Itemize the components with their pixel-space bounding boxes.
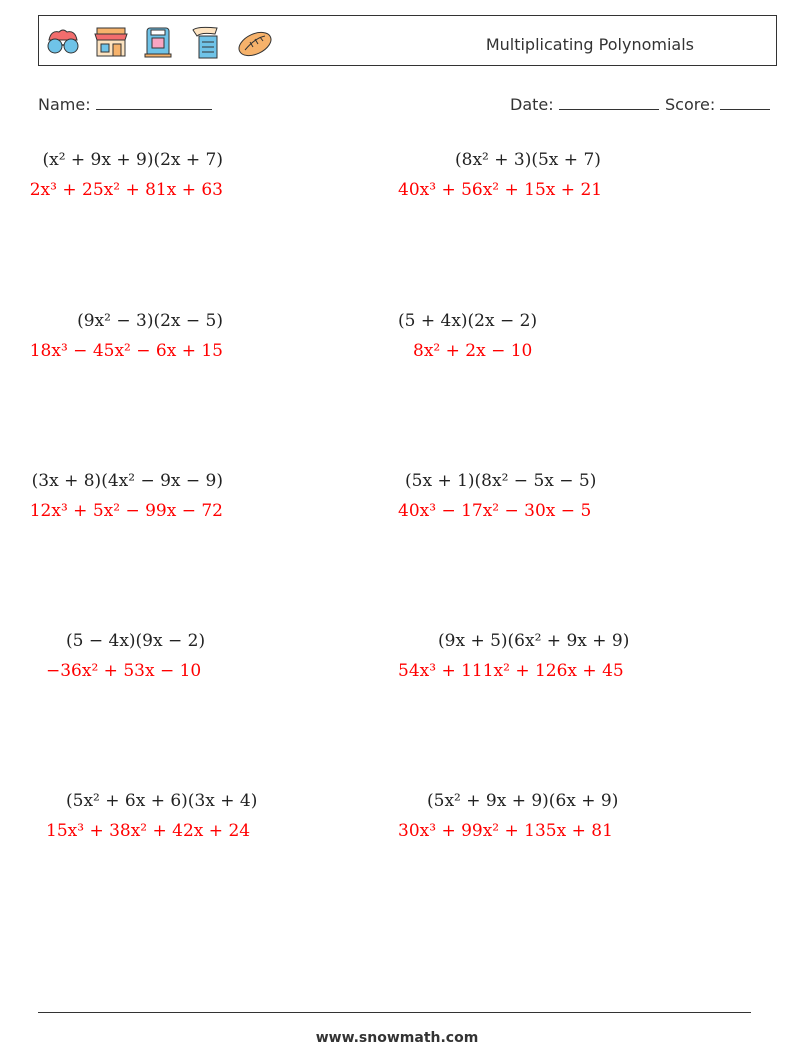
score-label: Score: <box>665 95 716 114</box>
problem-1-answer: 2x³ + 25x² + 81x + 63 <box>29 180 223 200</box>
problem-4-answer: 8x² + 2x − 10 <box>413 341 533 361</box>
problem-6-question: (5x + 1)(8x² − 5x − 5) <box>405 471 597 491</box>
problem-2-question: (8x² + 3)(5x + 7) <box>455 150 601 170</box>
blender-icon <box>139 24 179 60</box>
problem-3-question: (9x² − 3)(2x − 5) <box>77 311 223 331</box>
header-icons <box>43 24 275 60</box>
sunglasses-icon <box>43 24 83 60</box>
name-line[interactable] <box>96 93 212 110</box>
problem-2-answer: 40x³ + 56x² + 15x + 21 <box>398 180 603 200</box>
problem-3-answer: 18x³ − 45x² − 6x + 15 <box>29 341 223 361</box>
problem-10-question: (5x² + 9x + 9)(6x + 9) <box>427 791 619 811</box>
problem-10-answer: 30x³ + 99x² + 135x + 81 <box>398 821 613 841</box>
problem-8-question: (9x + 5)(6x² + 9x + 9) <box>438 631 630 651</box>
footer-divider <box>38 1012 751 1013</box>
date-field[interactable] <box>510 93 659 114</box>
name-label: Name: <box>38 95 91 114</box>
date-label: Date: <box>510 95 554 114</box>
problem-1-question: (x² + 9x + 9)(2x + 7) <box>42 150 223 170</box>
problem-4-question: (5 + 4x)(2x − 2) <box>398 311 538 331</box>
shop-icon <box>91 24 131 60</box>
problem-9-answer: 15x³ + 38x² + 42x + 24 <box>46 821 251 841</box>
score-line[interactable] <box>720 93 770 110</box>
problem-7-answer: −36x² + 53x − 10 <box>46 661 202 681</box>
footer-website: www.snowmath.com <box>315 1030 479 1046</box>
notebook-icon <box>187 24 227 60</box>
problem-8-answer: 54x³ + 111x² + 126x + 45 <box>398 661 624 681</box>
worksheet-header <box>38 15 777 66</box>
bread-icon <box>235 24 275 60</box>
problem-9-question: (5x² + 6x + 6)(3x + 4) <box>66 791 258 811</box>
name-field[interactable] <box>38 93 212 114</box>
score-field[interactable] <box>665 93 770 114</box>
date-line[interactable] <box>559 93 659 110</box>
problem-6-answer: 40x³ − 17x² − 30x − 5 <box>398 501 592 521</box>
worksheet-title: Multiplicating Polynomials <box>485 35 694 54</box>
problem-5-answer: 12x³ + 5x² − 99x − 72 <box>29 501 223 521</box>
problem-7-question: (5 − 4x)(9x − 2) <box>66 631 206 651</box>
problem-5-question: (3x + 8)(4x² − 9x − 9) <box>31 471 223 491</box>
